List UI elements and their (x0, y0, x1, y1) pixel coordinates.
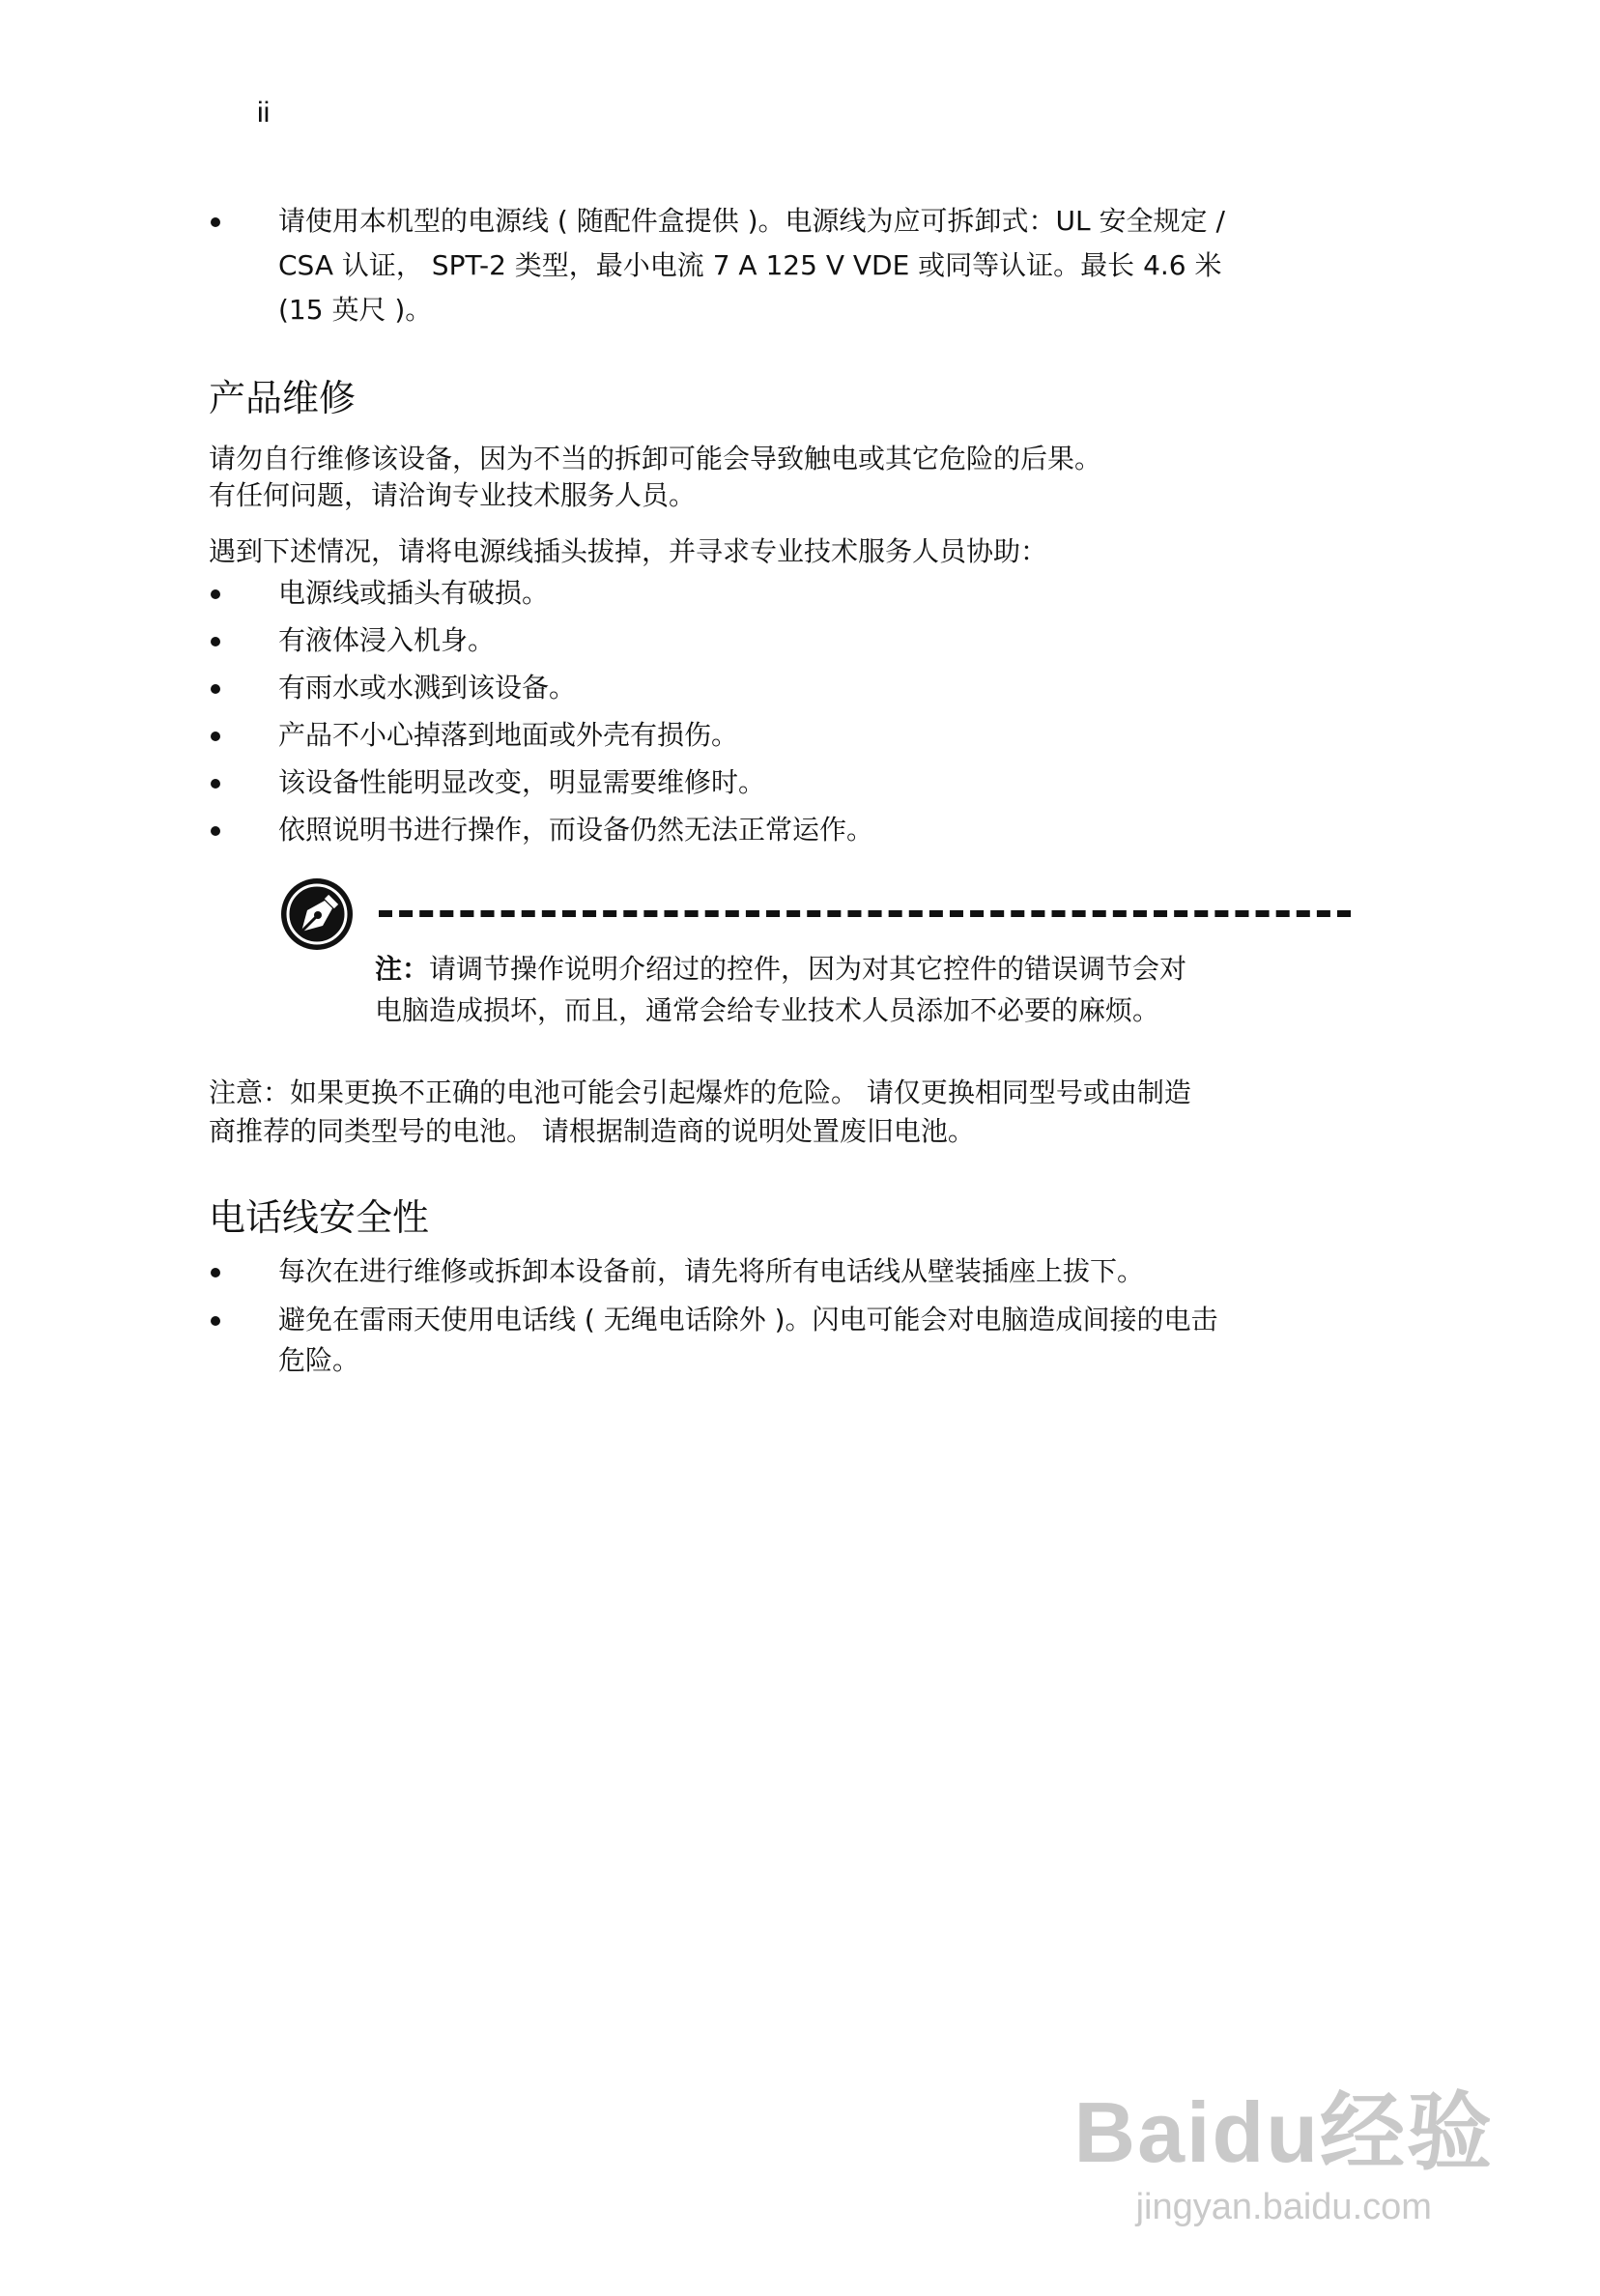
service-paragraph: 请勿自行维修该设备，因为不当的拆卸可能会导致触电或其它危险的后果。 (209, 443, 1102, 474)
list-item: 该设备性能明显改变，明显需要维修时。 (278, 766, 766, 798)
pen-nib-icon (278, 875, 356, 953)
caution-text: 注意：如果更换不正确的电池可能会引起爆炸的危险。 请仅更换相同型号或由制造 (209, 1076, 1191, 1108)
bullet-dot (211, 637, 220, 646)
bullet-dot (211, 684, 220, 694)
intro-line: 请使用本机型的电源线 ( 随配件盒提供 )。电源线为应可拆卸式：UL 安全规定 / (278, 205, 1225, 237)
service-paragraph: 有任何问题，请洽询专业技术服务人员。 (209, 479, 697, 511)
note-text: 请调节操作说明介绍过的控件，因为对其它控件的错误调节会对 (429, 953, 1187, 985)
bullet-dot (211, 1316, 220, 1326)
intro-line: CSA 认证， SPT-2 类型，最小电流 7 A 125 V VDE 或同等认证。最长 4.6 米 (278, 249, 1222, 281)
watermark (1074, 2065, 1494, 2228)
intro-line: (15 英尺 )。 (278, 294, 433, 326)
bullet-dot (211, 217, 220, 227)
bullet-dot (211, 826, 220, 836)
list-item: 依照说明书进行操作，而设备仍然无法正常运作。 (278, 814, 874, 846)
section-title-phone: 电话线安全性 (209, 1196, 430, 1239)
list-item: 有雨水或水溅到该设备。 (278, 672, 577, 703)
note-divider (379, 910, 1351, 917)
page-number: ii (257, 97, 271, 129)
note-label: 注： (375, 953, 430, 985)
list-item: 产品不小心掉落到地面或外壳有损伤。 (278, 719, 739, 751)
caution-text: 商推荐的同类型号的电池。 请根据制造商的说明处置废旧电池。 (209, 1115, 975, 1147)
list-item: 每次在进行维修或拆卸本设备前，请先将所有电话线从壁装插座上拔下。 (278, 1255, 1145, 1287)
watermark-url: jingyan.baidu.com (1135, 2187, 1432, 2227)
section-title-service: 产品维修 (209, 377, 357, 419)
note-line (375, 947, 1186, 991)
note-line: 电脑造成损坏，而且，通常会给专业技术人员添加不必要的麻烦。 (375, 994, 1160, 1026)
bullet-dot (211, 779, 220, 789)
list-item: 避免在雷雨天使用电话线 ( 无绳电话除外 )。闪电可能会对电脑造成间接的电击 (278, 1304, 1218, 1335)
list-item: 危险。 (278, 1344, 360, 1376)
bullet-dot (211, 589, 220, 599)
list-item: 电源线或插头有破损。 (278, 577, 550, 609)
watermark-brand: Baidu经验 (1073, 2084, 1494, 2180)
list-item: 有液体浸入机身。 (278, 624, 496, 656)
service-paragraph: 遇到下述情况，请将电源线插头拔掉，并寻求专业技术服务人员协助： (209, 535, 1048, 567)
bullet-dot (211, 732, 220, 741)
bullet-dot (211, 1268, 220, 1277)
